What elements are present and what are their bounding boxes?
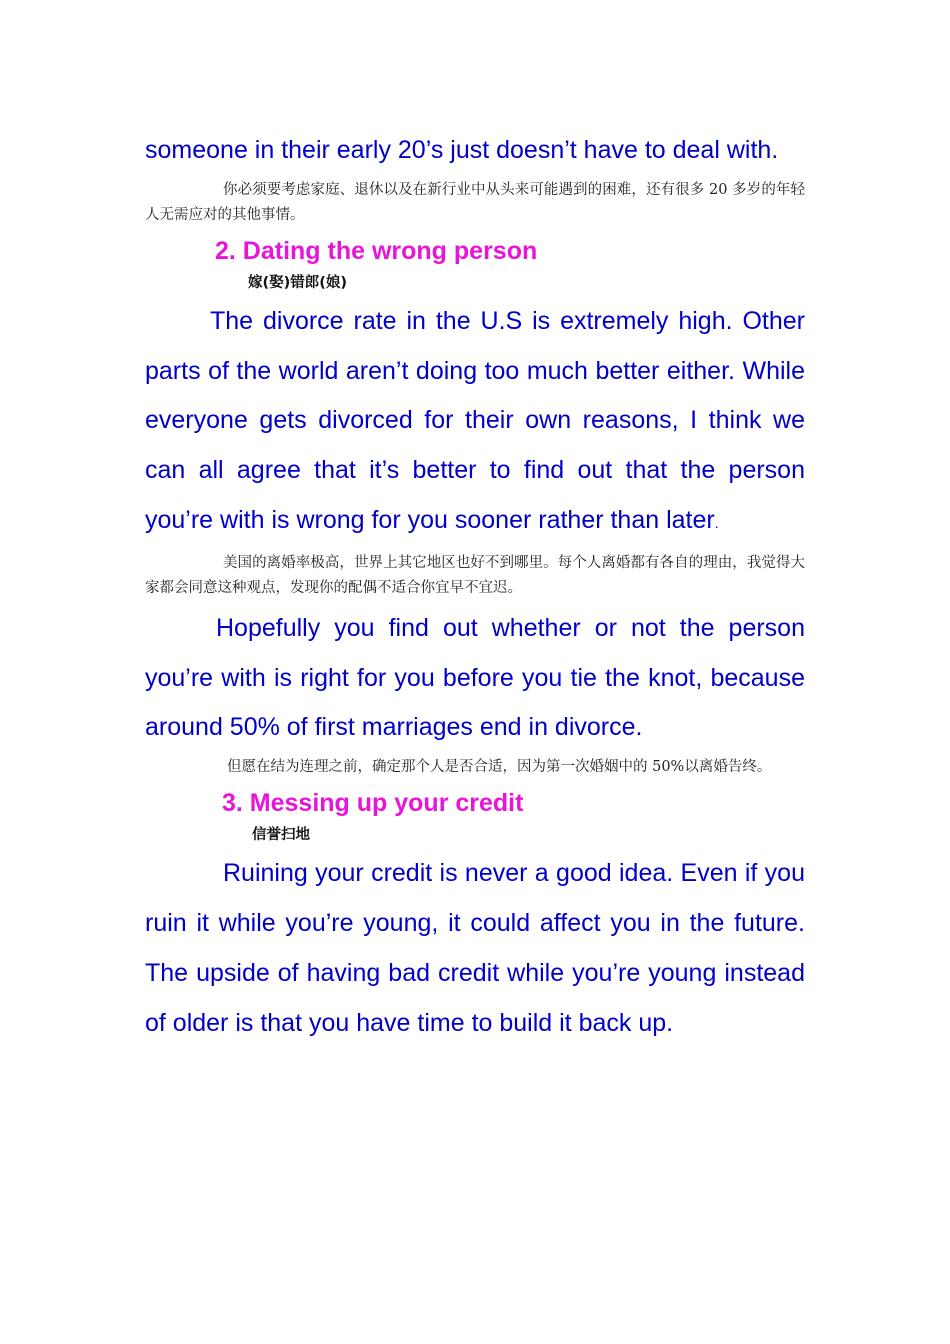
paragraph-cn: 但愿在结为连理之前，确定那个人是否合适，因为第一次婚姻中的 50%以离婚告终。 [227, 759, 772, 776]
paragraph-en: Hopefully you find out whether or not the person you’re with is right for you before you tie the knot, because around 50% of first marriages end in divorce. [145, 613, 805, 742]
paragraph-en: Ruining your credit is never a good idea. Even if you ruin it while you’re young, it could affect you in the future. The upside of having bad credit while you’re young instead of older is that you have time to build it back up. [145, 859, 805, 1037]
paragraph-end-mark: . [714, 514, 719, 531]
section-heading: 2. Dating the wrong person [215, 236, 538, 265]
section-subheading: 信誉扫地 [252, 827, 310, 844]
paragraph-cn: 你必须要考虑家庭、退休以及在新行业中从头来可能遇到的困难，还有很多 20 多岁的年轻人无需应对的其他事情。 [145, 181, 805, 223]
section-subheading: 嫁(娶)错郎(娘) [248, 274, 348, 291]
paragraph-cn: 美国的离婚率极高，世界上其它地区也好不到哪里。每个人离婚都有各自的理由，我觉得大家都会同意这种观点，发现你的配偶不适合你宜早不宜迟。 [145, 554, 805, 596]
paragraph-text: The divorce rate in the U.S is extremely high. Other parts of the world aren’t doing too much better either. While everyone gets divorced for their own reasons, I think we can all agree that it’s better to find out that the person you’re with is wrong for you sooner rather than later [145, 306, 805, 534]
paragraph-en: someone in their early 20’s just doesn’t have to deal with. [145, 136, 779, 164]
paragraph-en [145, 297, 805, 549]
document-content [145, 126, 805, 1048]
section-heading: 3. Messing up your credit [222, 789, 524, 818]
